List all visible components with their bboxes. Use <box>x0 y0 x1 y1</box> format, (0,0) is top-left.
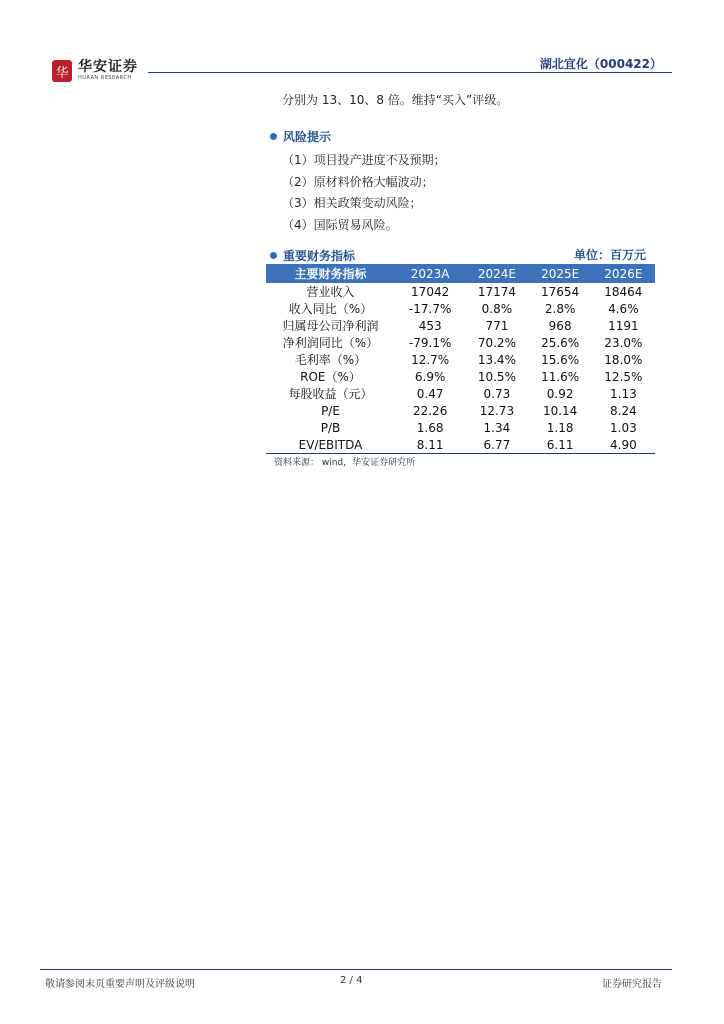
header-divider <box>148 72 672 73</box>
risk-item: （4）国际贸易风险。 <box>282 217 398 232</box>
table-row <box>266 351 655 368</box>
financials-table <box>266 264 655 454</box>
table-cell: 70.2% <box>477 335 516 350</box>
table-cell: 12.5% <box>604 369 643 384</box>
table-cell: 6.9% <box>414 369 446 384</box>
row-label: ROE（%） <box>300 370 361 384</box>
table-cell: 12.7% <box>411 352 450 367</box>
bullet-icon <box>270 133 277 140</box>
intro-text: 分别为 13、10、8 倍。维持“买入”评级。 <box>282 93 509 107</box>
column-header: 主要财务指标 <box>266 264 395 283</box>
row-label: 每股收益（元） <box>288 387 373 401</box>
table-row <box>266 402 655 419</box>
risk-item: （2）原材料价格大幅波动； <box>282 174 434 189</box>
table-cell: 453 <box>418 318 442 333</box>
table-cell: 968 <box>548 318 572 333</box>
row-label: 营业收入 <box>306 285 355 299</box>
risk-item: （1）项目投产进度不及预期； <box>282 153 446 167</box>
table-cell: 2.8% <box>544 301 576 316</box>
row-label: P/B <box>320 420 341 435</box>
table-row <box>266 317 655 334</box>
column-header: 2026E <box>592 264 655 283</box>
page-number: 2 / 4 <box>340 975 363 986</box>
table-cell: 0.73 <box>483 386 511 401</box>
logo-seal-icon: 华 <box>52 60 72 82</box>
table-cell: 18.0% <box>604 352 643 367</box>
table-cell: 4.6% <box>608 301 639 316</box>
row-label: EV/EBITDA <box>266 436 395 454</box>
column-header: 2023A <box>395 264 465 283</box>
footer-divider <box>40 969 672 970</box>
table-cell: 1.13 <box>610 386 637 401</box>
table-cell: 25.6% <box>541 335 580 350</box>
table-cell: 10.14 <box>542 403 578 418</box>
bullet-icon <box>270 252 277 259</box>
financials-heading <box>270 247 355 264</box>
footer-report-type: 证券研究报告 <box>602 979 662 990</box>
table-row <box>266 419 655 436</box>
table-cell: 17042 <box>411 284 450 299</box>
table-cell: 8.24 <box>610 403 637 418</box>
risk-item: （3）相关政策变动风险； <box>282 196 422 210</box>
logo-name-cn: 华安证券 <box>78 59 138 75</box>
row-label: 归属母公司净利润 <box>282 319 379 333</box>
table-cell: 18464 <box>604 284 643 299</box>
table-cell: 6.77 <box>465 436 528 454</box>
table-cell: 0.47 <box>416 386 444 401</box>
table-header-row <box>266 264 655 283</box>
table-row <box>266 385 655 402</box>
risk-list <box>282 150 446 236</box>
column-header: 2024E <box>465 264 528 283</box>
table-cell: 10.5% <box>477 369 516 384</box>
table-cell: 23.0% <box>604 335 643 350</box>
column-header: 2025E <box>529 264 592 283</box>
table-row <box>266 334 655 351</box>
row-label: 毛利率（%） <box>294 353 367 367</box>
company-logo <box>52 60 138 82</box>
table-row <box>266 436 655 454</box>
table-row <box>266 368 655 385</box>
table-cell: 0.8% <box>481 301 513 316</box>
row-label: 净利润同比（%） <box>282 336 379 350</box>
risk-heading <box>270 128 331 145</box>
table-cell: 8.11 <box>395 436 465 454</box>
row-label: P/E <box>321 403 340 418</box>
logo-name-en: HUAAN RESEARCH <box>78 75 132 81</box>
financials-heading-label: 重要财务指标 <box>283 249 356 263</box>
table-cell: 12.73 <box>479 403 515 418</box>
table-cell: 11.6% <box>541 369 580 384</box>
table-cell: -17.7% <box>408 301 452 316</box>
table-cell: 1.68 <box>416 420 444 435</box>
table-cell: 6.11 <box>529 436 592 454</box>
report-title: 湖北宜化（000422） <box>539 57 662 71</box>
table-cell: 771 <box>485 318 509 333</box>
table-cell: 1191 <box>608 318 639 333</box>
row-label: 收入同比（%） <box>288 302 373 316</box>
source-note: 资料来源： wind，华安证券研究所 <box>274 458 416 468</box>
table-cell: 0.92 <box>546 386 574 401</box>
table-cell: 1.03 <box>610 420 637 435</box>
table-row <box>266 283 655 300</box>
table-cell: 15.6% <box>541 352 580 367</box>
table-cell: -79.1% <box>408 335 452 350</box>
table-row <box>266 300 655 317</box>
table-cell: 4.90 <box>592 436 655 454</box>
table-cell: 17654 <box>541 284 580 299</box>
table-cell: 1.34 <box>483 420 511 435</box>
risk-heading-label: 风险提示 <box>283 130 332 144</box>
table-cell: 17174 <box>477 284 516 299</box>
table-cell: 1.18 <box>546 420 574 435</box>
table-cell: 13.4% <box>477 352 516 367</box>
table-cell: 22.26 <box>412 403 448 418</box>
footer-disclaimer: 敬请参阅末页重要声明及评级说明 <box>45 979 195 990</box>
unit-label: 单位：百万元 <box>573 248 646 262</box>
